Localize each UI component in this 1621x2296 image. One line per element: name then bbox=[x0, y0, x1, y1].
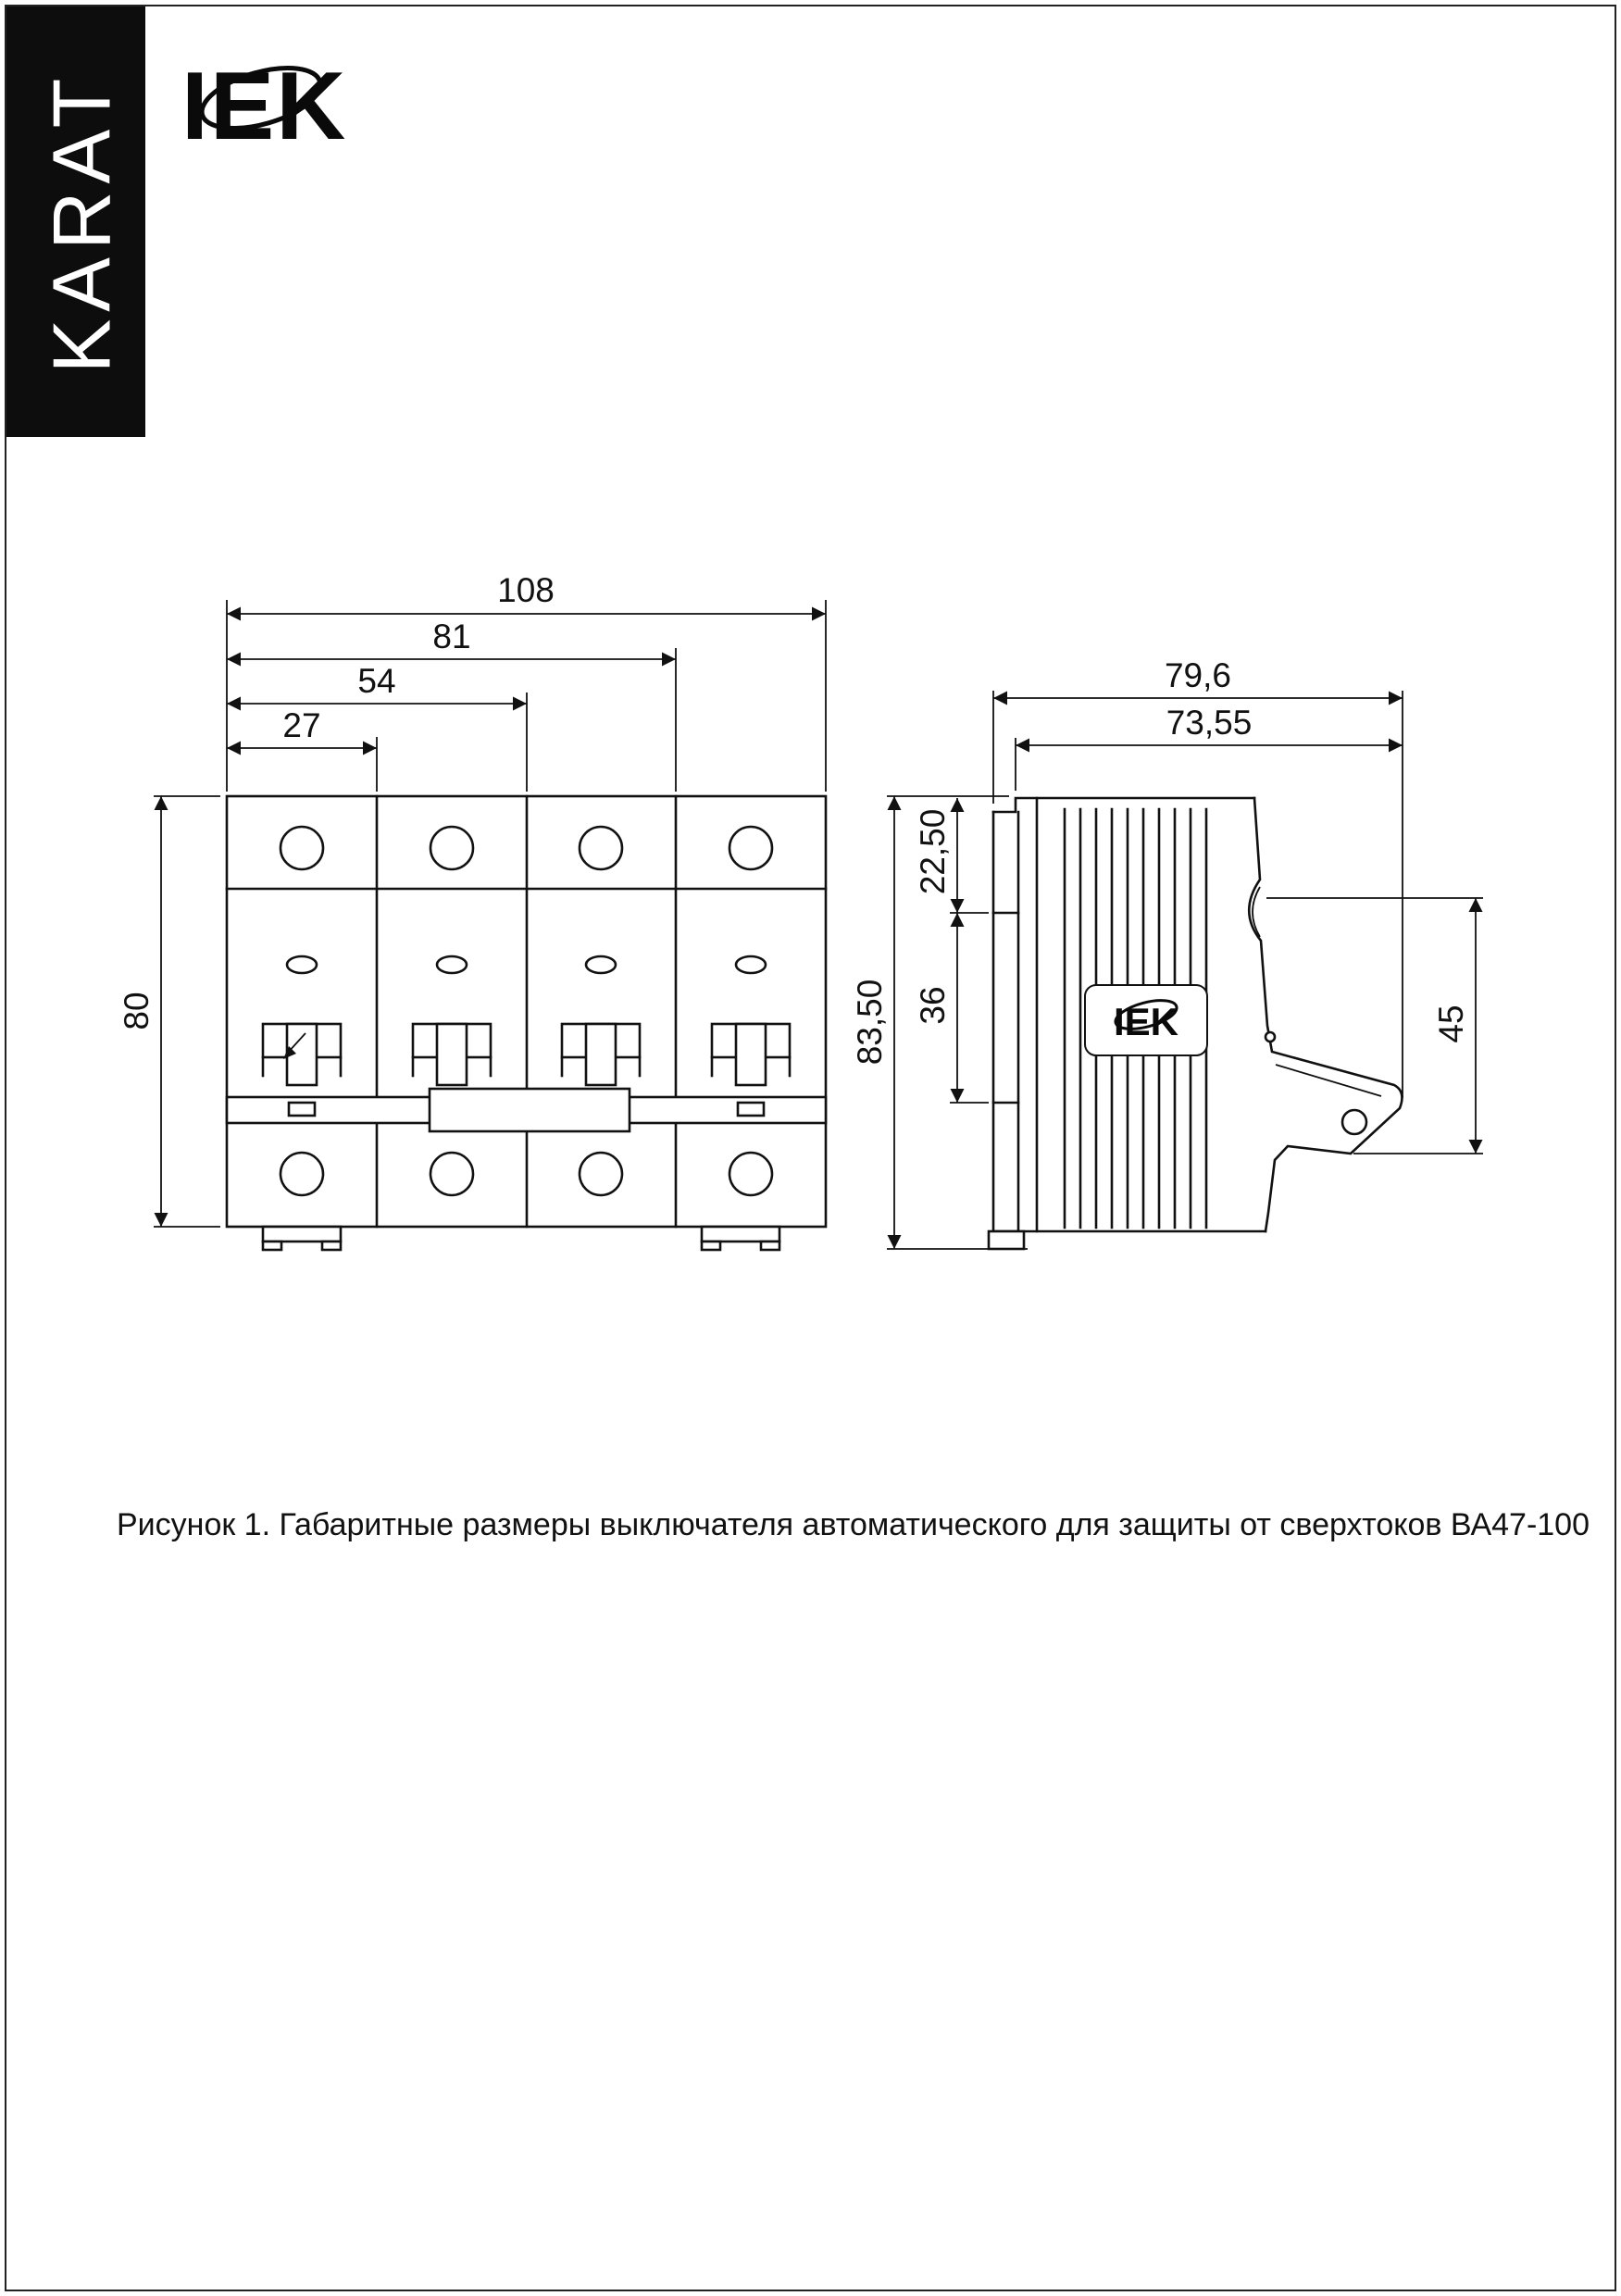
karat-brand-text: KARAT bbox=[35, 70, 128, 374]
terminal-screw-circle bbox=[281, 1153, 323, 1195]
terminal-screw-circle bbox=[729, 827, 772, 869]
indicator-window bbox=[586, 956, 616, 973]
side-view-dimensions bbox=[851, 656, 1483, 1249]
dim-top-to-rail: 22,50 bbox=[914, 808, 952, 895]
side-iek-logo-text: IEK bbox=[1113, 1000, 1179, 1043]
tie-bar-tab bbox=[289, 1103, 315, 1116]
front-face-pin bbox=[1266, 1032, 1275, 1042]
handle-tie-bar-center bbox=[430, 1089, 630, 1131]
side-view-drawing bbox=[989, 798, 1402, 1249]
iek-logo-text: IEK bbox=[181, 53, 348, 160]
toggle-pivot-pin bbox=[1342, 1110, 1366, 1134]
front-view-drawing bbox=[227, 796, 826, 1250]
dim-depth-total: 79,6 bbox=[1164, 656, 1232, 694]
terminal-screw-circle bbox=[580, 827, 622, 869]
toggle-contour-line bbox=[1276, 1065, 1381, 1096]
dim-width-27: 27 bbox=[282, 706, 321, 744]
indicator-window bbox=[437, 956, 467, 973]
dim-front-face: 45 bbox=[1432, 1004, 1470, 1043]
dim-rail-zone: 36 bbox=[914, 986, 952, 1025]
dim-height-80: 80 bbox=[118, 992, 156, 1030]
terminal-screw-circle bbox=[281, 827, 323, 869]
din-clip bbox=[702, 1227, 779, 1250]
indicator-window bbox=[287, 956, 317, 973]
dim-width-81: 81 bbox=[432, 618, 471, 655]
dim-total-width: 108 bbox=[497, 571, 555, 609]
iek-logo bbox=[181, 53, 347, 160]
terminal-screw-circle bbox=[430, 1153, 473, 1195]
din-latch bbox=[989, 1231, 1024, 1249]
dim-height-total: 83,50 bbox=[851, 979, 889, 1066]
terminal-screw-circle bbox=[580, 1153, 622, 1195]
indicator-window bbox=[736, 956, 766, 973]
terminal-screw-circle bbox=[430, 827, 473, 869]
dim-depth-body: 73,55 bbox=[1166, 704, 1253, 742]
figure-caption: Рисунок 1. Габаритные размеры выключателя автоматического для защиты от сверхтоков ВА47-100 bbox=[117, 1507, 1590, 1542]
tie-bar-tab bbox=[738, 1103, 764, 1116]
terminal-screw-circle bbox=[729, 1153, 772, 1195]
side-top-edge bbox=[993, 798, 1254, 812]
side-front-profile bbox=[1249, 798, 1402, 1231]
dim-width-54: 54 bbox=[357, 662, 396, 700]
karat-banner bbox=[6, 6, 145, 437]
din-clip bbox=[263, 1227, 341, 1250]
